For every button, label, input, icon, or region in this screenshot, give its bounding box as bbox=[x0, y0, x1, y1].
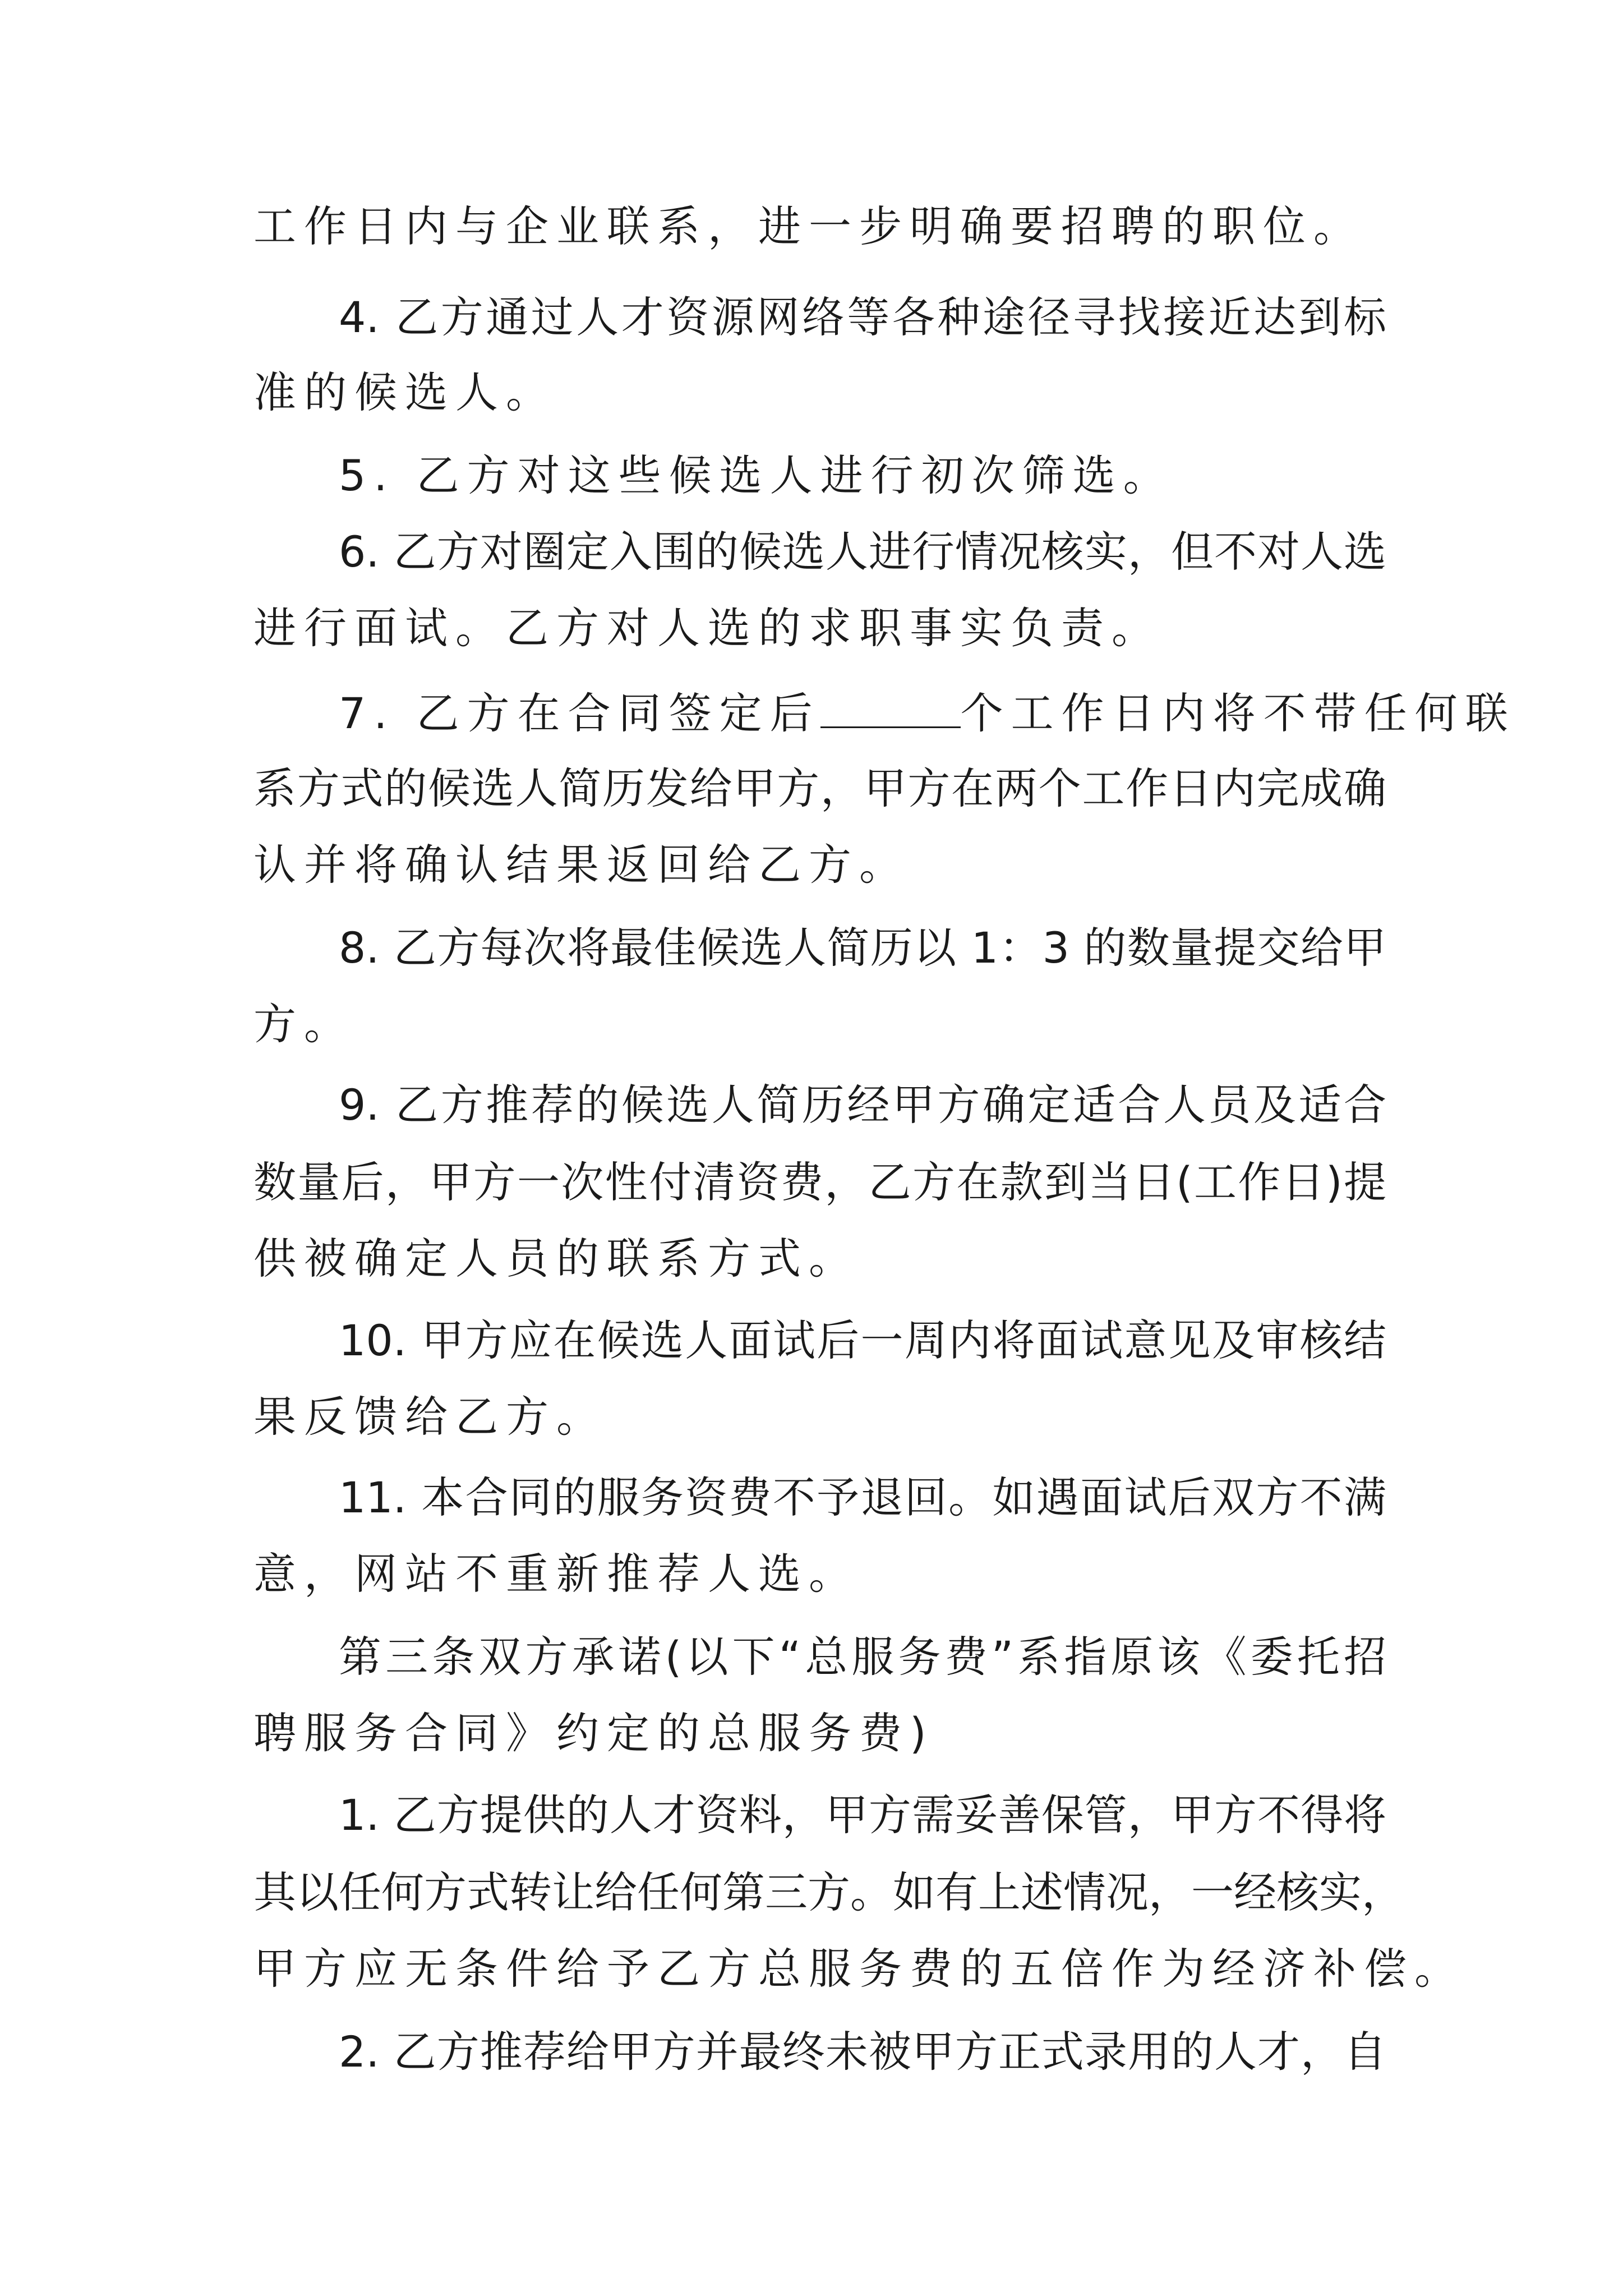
text-line: 进行面试。乙方对人选的求职事实负责。 bbox=[253, 603, 1162, 653]
text-line: 5. 乙方对这些候选人进行初次筛选。 bbox=[339, 450, 1174, 500]
text-line: 第三条双方承诺(以下“总服务费”系指原该《委托招 bbox=[339, 1632, 1386, 1682]
text-line: 甲方应无条件给予乙方总服务费的五倍作为经济补偿。 bbox=[253, 1944, 1465, 1994]
text-line-with-blank bbox=[339, 680, 1516, 747]
text-line: 4. 乙方通过人才资源网络等各种途径寻找接近达到标 bbox=[339, 292, 1386, 342]
text-line: 10. 甲方应在候选人面试后一周内将面试意见及审核结 bbox=[339, 1315, 1386, 1365]
text-line: 果反馈给乙方。 bbox=[253, 1392, 607, 1442]
text-line: 供被确定人员的联系方式。 bbox=[253, 1234, 859, 1283]
text-line: 方。 bbox=[253, 999, 354, 1049]
text-line: 2. 乙方推荐给甲方并最终未被甲方正式录用的人才，自 bbox=[339, 2027, 1386, 2077]
text-line: 9. 乙方推荐的候选人简历经甲方确定适合人员及适合 bbox=[339, 1080, 1386, 1130]
text-line: 工作日内与企业联系，进一步明确要招聘的职位。 bbox=[253, 201, 1364, 251]
text-line: 数量后，甲方一次性付清资费，乙方在款到当日(工作日)提 bbox=[253, 1157, 1386, 1207]
text-line: 认并将确认结果返回给乙方。 bbox=[253, 840, 910, 890]
text-line: 11. 本合同的服务资费不予退回。如遇面试后双方不满 bbox=[339, 1473, 1386, 1522]
text-line: 其以任何方式转让给任何第三方。如有上述情况，一经核实， bbox=[253, 1867, 1404, 1917]
text-line: 系方式的候选人简历发给甲方，甲方在两个工作日内完成确 bbox=[253, 763, 1386, 813]
text-line: 1. 乙方提供的人才资料，甲方需妥善保管，甲方不得将 bbox=[339, 1790, 1386, 1840]
text-line: 准的候选人。 bbox=[253, 367, 556, 417]
text-line: 聘服务合同》约定的总服务费) bbox=[253, 1708, 934, 1758]
text-segment: 个工作日内将不带任何联 bbox=[960, 688, 1516, 738]
fill-in-blank bbox=[820, 687, 961, 728]
text-segment: 7. 乙方在合同签定后 bbox=[339, 688, 820, 738]
text-line: 意，网站不重新推荐人选。 bbox=[253, 1549, 859, 1599]
text-line: 8. 乙方每次将最佳候选人简历以 1：3 的数量提交给甲 bbox=[339, 923, 1386, 973]
text-line: 6. 乙方对圈定入围的候选人进行情况核实，但不对人选 bbox=[339, 527, 1386, 577]
